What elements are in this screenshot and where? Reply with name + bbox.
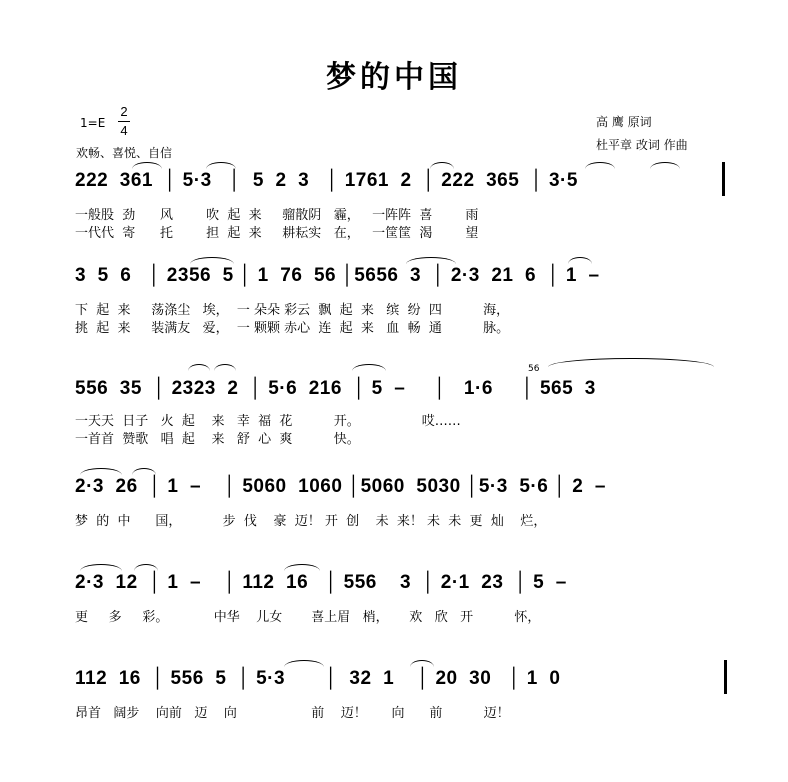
notation-line: 2·3 26 │ 1 – │ 5060 1060 │5060 5030 │5·3 5·6 │ 2 – (75, 476, 606, 497)
slur (188, 364, 210, 371)
score-system-3 (0, 360, 788, 460)
slur (190, 257, 234, 264)
tempo-mark: 欢畅、喜悦、自信 (76, 146, 173, 160)
slur (284, 564, 320, 571)
notation-line: 2·3 12 │ 1 – │ 112 16 │ 556 3 │ 2·1 23 │ 5 – (75, 572, 567, 593)
slur (132, 162, 162, 169)
key-signature: 1=E (80, 116, 106, 130)
lyric-verse-1: 更 多 彩。 中华 儿女 喜上眉 梢， 欢 欣 开 怀， (75, 610, 541, 625)
time-signature-top: 2 (120, 104, 128, 119)
lyric-verse-2: 挑 起 来 装满友 爱， 一 颗颗 赤心 连 起 来 血 畅 通 脉。 (75, 321, 510, 336)
score-system-5 (0, 562, 788, 662)
lyric-verse-1: 昂首 阔步 向前 迈 向 前 迈！ 向 前 迈！ (75, 706, 510, 721)
slur (80, 468, 122, 475)
slur (430, 162, 454, 169)
grace-note-annotation: 56 (528, 364, 540, 374)
slur (650, 162, 680, 169)
score-system-2 (0, 255, 788, 355)
notation-line: 3 5 6 │ 2356 5 │ 1 76 56 │5656 3 │ 2·3 21 6 │ 1 – (75, 265, 600, 286)
barline (722, 162, 725, 196)
final-barline (724, 660, 727, 694)
lyric-verse-1: 梦 的 中 国， 步 伐 豪 迈！ 开 创 未 来！ 未 未 更 灿 烂， (75, 514, 547, 529)
slur (352, 364, 386, 371)
notation-line: 556 35 │ 2323 2 │ 5·6 216 │ 5 – │ 1·6 │ 565 3 (75, 378, 596, 399)
phrase-slur (548, 358, 714, 367)
time-signature-line (118, 121, 130, 122)
slur (284, 660, 324, 667)
composer-credit: 杜平章 改词 作曲 (596, 138, 688, 152)
score-system-6 (0, 658, 788, 758)
slur (410, 660, 434, 667)
time-signature-bottom: 4 (120, 123, 128, 138)
song-title: 梦的中国 (326, 60, 462, 95)
slur (134, 564, 158, 571)
lyricist-credit: 高 鹰 原词 (596, 115, 652, 129)
score-system-4 (0, 466, 788, 566)
lyric-verse-2: 一代代 寄 托 担 起 来 耕耘实 在， 一筐筐 渴 望 (75, 226, 479, 241)
lyric-verse-1: 一天天 日子 火 起 来 幸 福 花 开。 哎…… (75, 414, 461, 429)
slur (568, 257, 592, 264)
lyric-verse-2: 一首首 赞歌 唱 起 来 舒 心 爽 快。 (75, 432, 360, 447)
slur (406, 257, 456, 264)
slur (80, 564, 122, 571)
slur (206, 162, 236, 169)
lyric-verse-1: 下 起 来 荡涤尘 埃， 一 朵朵 彩云 飘 起 来 缤 纷 四 海， (75, 303, 510, 318)
lyric-verse-1: 一般股 劲 风 吹 起 来 骝散阴 霾， 一阵阵 喜 雨 (75, 208, 479, 223)
notation-line: 222 361 │ 5·3 │ 5 2 3 │ 1761 2 │ 222 365 │ 3·5 (75, 170, 590, 191)
score-system-1 (0, 160, 788, 260)
slur (585, 162, 615, 169)
slur (132, 468, 156, 475)
notation-line: 112 16 │ 556 5 │ 5·3 │ 32 1 │ 20 30 │ 1 0 (75, 668, 561, 689)
slur (214, 364, 236, 371)
